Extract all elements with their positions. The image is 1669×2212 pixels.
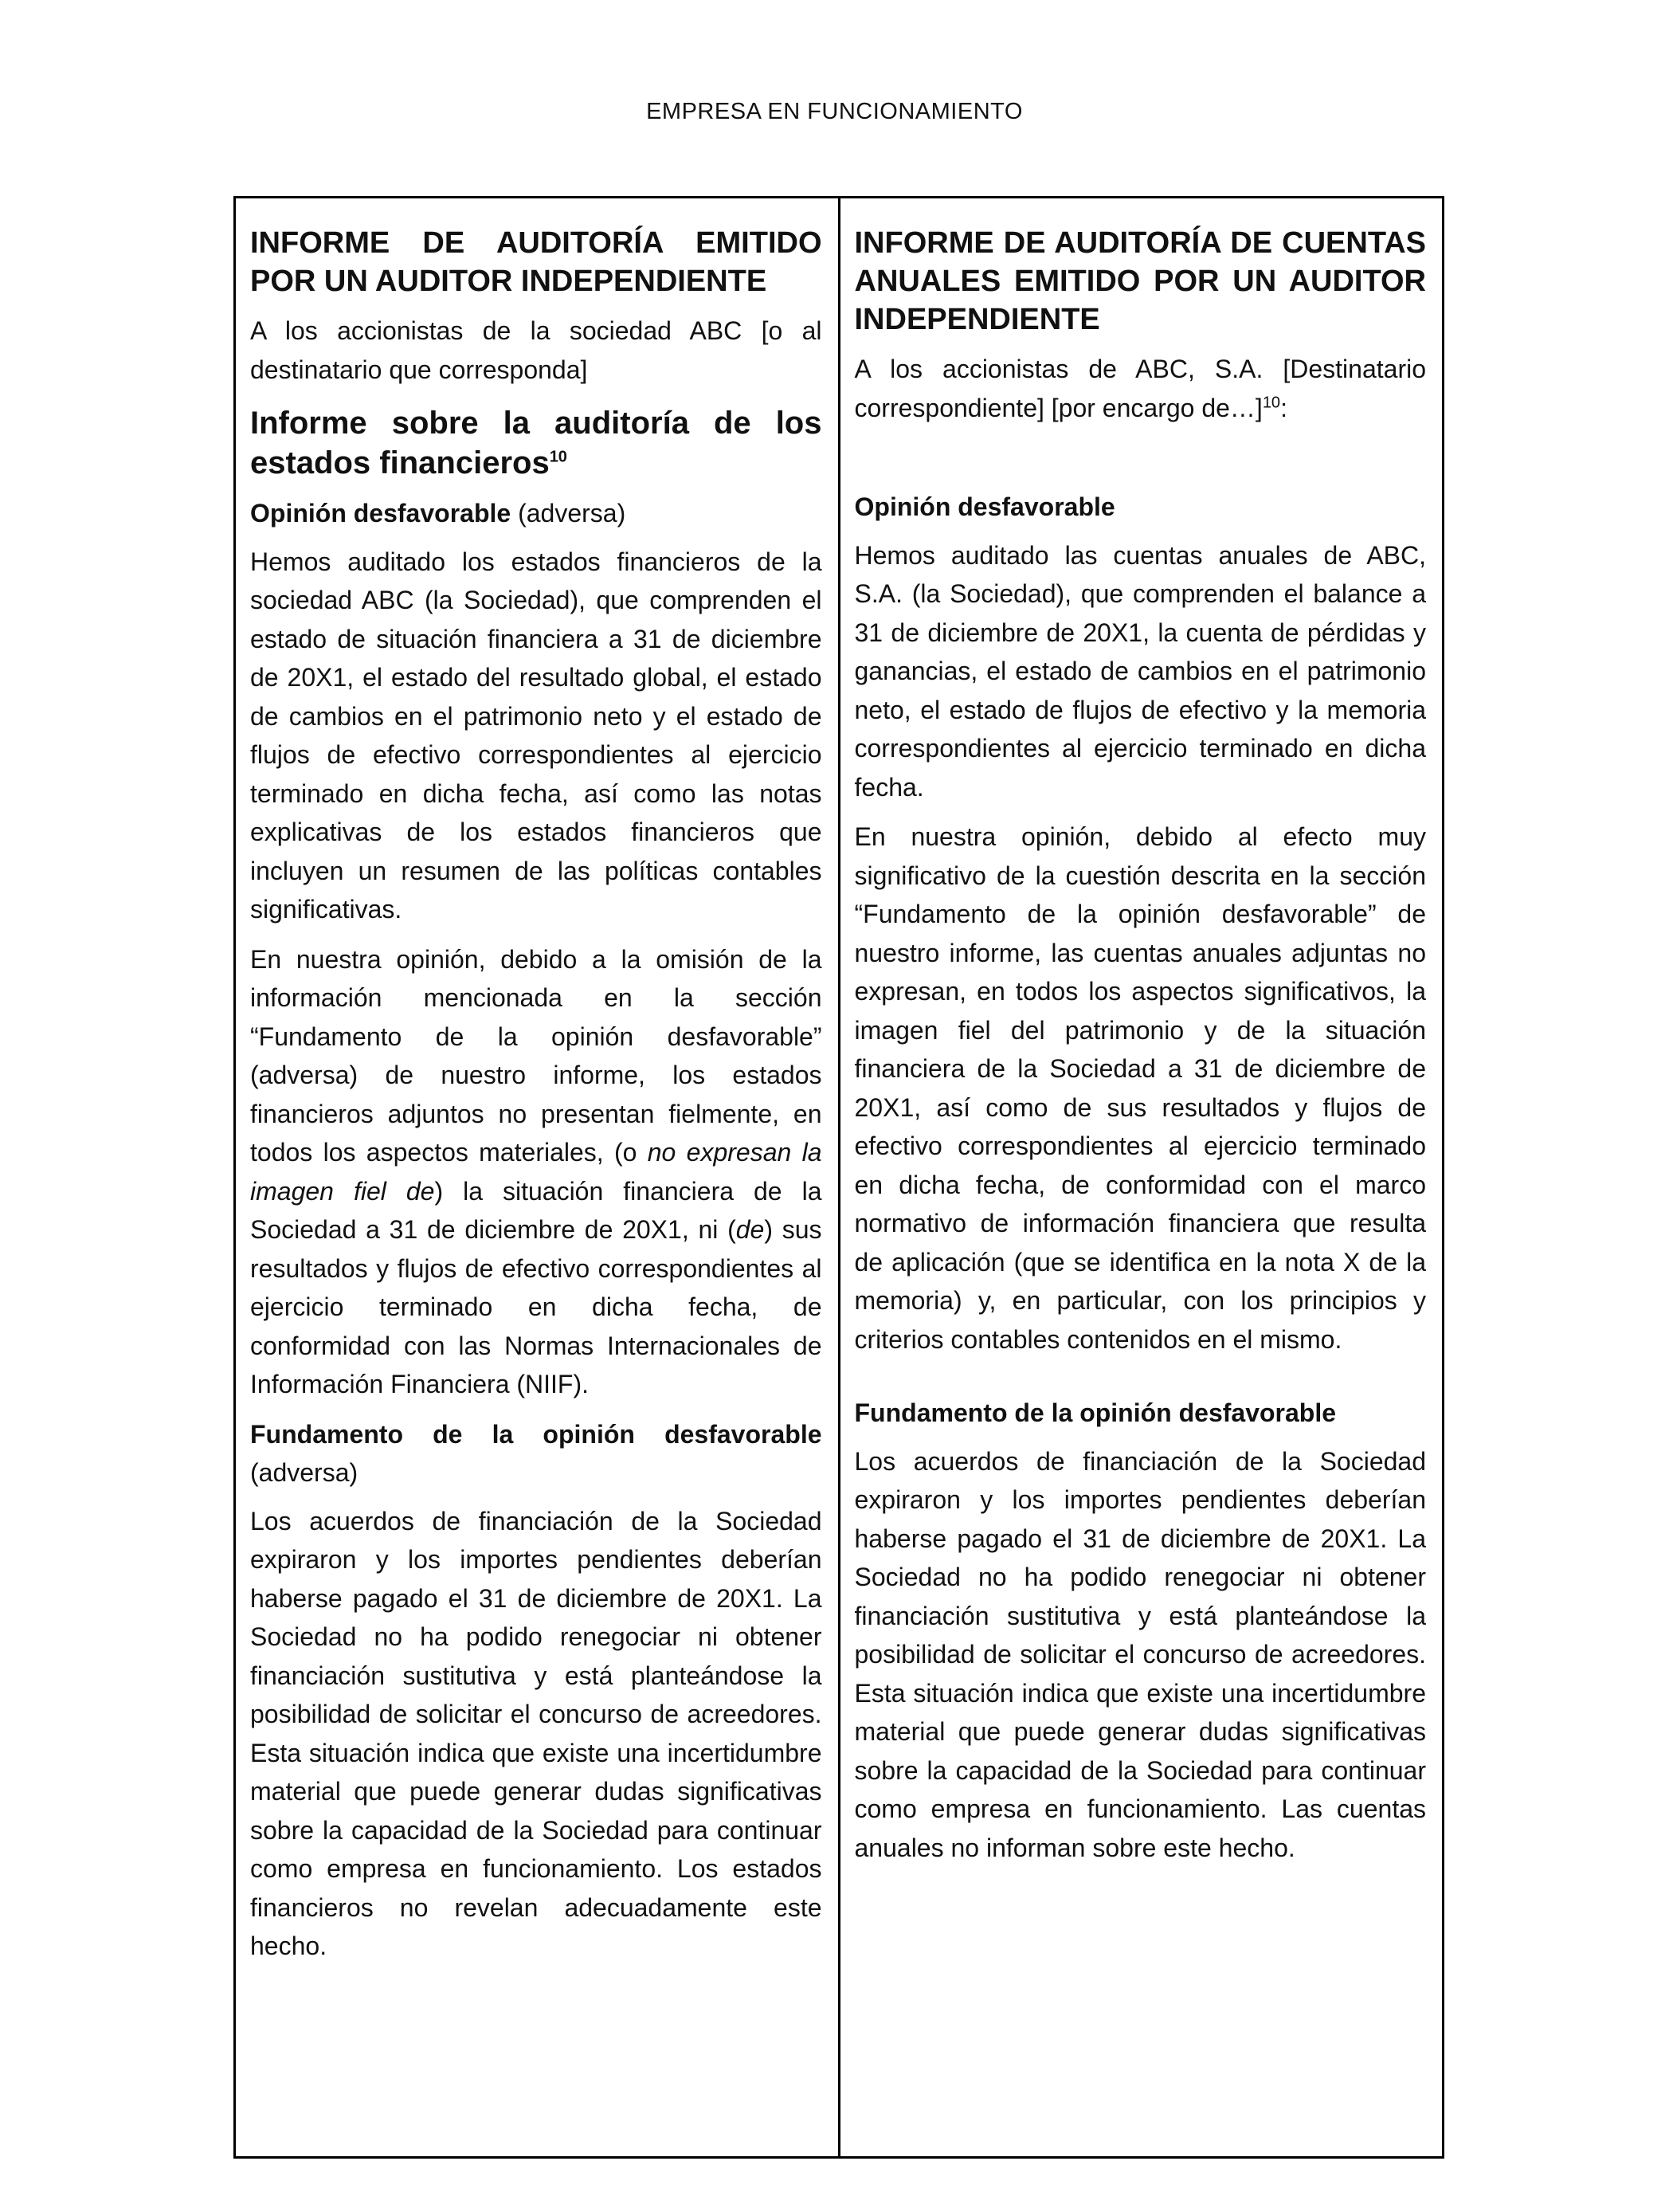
- left-addressee: A los accionistas de la sociedad ABC [o al destinatario que corresponda]: [250, 316, 822, 384]
- right-addressee: [855, 350, 1427, 427]
- right-addressee-text: A los accionistas de ABC, S.A. [Destinatario correspondiente] [por encargo de…]: [854, 355, 1426, 422]
- left-paragraph-1: Hemos auditado los estados financieros de la sociedad ABC (la Sociedad), que comprenden el estado de situación financiera a 31 de diciembre de 20X1, el estado del resultado global, el estado de cambios en el patrimonio neto y el estado de flujos de efectivo correspondientes al ejercicio terminado en dicha fecha, así como las notas explicativas de los estados financieros que incluyen un resumen de las políticas contables significativas.: [250, 547, 822, 924]
- left-column: [236, 198, 840, 2156]
- left-p2-a: En nuestra opinión, debido a la omisión de la información mencionada en la sección “Fundamento de la opinión desfavorable” (adversa) de nuestro informe, los estados financieros adjuntos no presentan fielmente, en todos los aspectos materiales, (o: [250, 944, 822, 1167]
- left-p2-italic-1: no expresan la imagen fiel de: [250, 1138, 822, 1206]
- right-addressee-footnote-ref: 10: [1262, 393, 1281, 411]
- running-header: EMPRESA EN FUNCIONAMIENTO: [646, 99, 1023, 124]
- left-basis-heading-rest: (adversa): [250, 1458, 358, 1487]
- right-basis-heading-bold: Fundamento de la opinión desfavorable: [854, 1398, 1337, 1427]
- right-paragraph-3: Los acuerdos de financiación de la Sociedad expiraron y los importes pendientes deberían haberse pagado el 31 de diciembre de 20X1. La Sociedad no ha podido renegociar ni obtener financiación sustitutiva y está planteándose la posibilidad de solicitar el concurso de acreedores. Esta situación indica que existe una incertidumbre material que puede generar dudas significativas sobre la capacidad de la Sociedad para continuar como empresa en funcionamiento. Las cuentas anuales no informan sobre este hecho.: [854, 1446, 1426, 1862]
- right-report-title: INFORME DE AUDITORÍA DE CUENTAS ANUALES EMITIDO POR UN AUDITOR INDEPENDIENTE: [854, 226, 1426, 336]
- right-opinion-heading: [855, 488, 1427, 527]
- left-basis-heading-bold: Fundamento de la opinión desfavorable: [250, 1419, 822, 1449]
- right-paragraph-1: Hemos auditado las cuentas anuales de ABC, S.A. (la Sociedad), que comprenden el balance a 31 de diciembre de 20X1, la cuenta de pérdidas y ganancias, el estado de cambios en el patrimonio neto, el estado de flujos de efectivo y la memoria correspondientes al ejercicio terminado en dicha fecha.: [854, 540, 1426, 802]
- right-addressee-end: :: [1280, 393, 1287, 422]
- comparison-table: [233, 196, 1444, 2159]
- left-report-title: INFORME DE AUDITORÍA EMITIDO POR UN AUDITOR INDEPENDIENTE: [250, 226, 822, 298]
- left-opinion-heading-bold: Opinión desfavorable: [250, 499, 511, 528]
- left-p2-italic-2: de: [735, 1215, 765, 1244]
- right-column: [840, 198, 1443, 2156]
- left-section-title: [250, 403, 822, 483]
- right-basis-heading: [855, 1394, 1427, 1433]
- left-section-title-text: Informe sobre la auditoría de los estados financieros: [250, 406, 822, 480]
- left-opinion-heading: [250, 494, 822, 533]
- left-opinion-heading-rest: (adversa): [511, 499, 626, 528]
- left-p2-b: ) la situación financiera de la Sociedad a 31 de diciembre de 20X1, ni (: [250, 1176, 822, 1244]
- left-paragraph-3: Los acuerdos de financiación de la Sociedad expiraron y los importes pendientes deberían haberse pagado el 31 de diciembre de 20X1. La Sociedad no ha podido renegociar ni obtener financiación sustitutiva y está planteándose la posibilidad de solicitar el concurso de acreedores. Esta situación indica que existe una incertidumbre material que puede generar dudas significativas sobre la capacidad de la Sociedad para continuar como empresa en funcionamiento. Los estados financieros no revelan adecuadamente este hecho.: [250, 1506, 822, 1960]
- right-opinion-heading-bold: Opinión desfavorable: [854, 492, 1115, 521]
- right-paragraph-2: En nuestra opinión, debido al efecto muy significativo de la cuestión descrita en la sección “Fundamento de la opinión desfavorable” de nuestro informe, las cuentas anuales adjuntas no expresan, en todos los aspectos significativos, la imagen fiel del patrimonio y de la situación financiera de la Sociedad a 31 de diciembre de 20X1, así como de sus resultados y flujos de efectivo correspondientes al ejercicio terminado en dicha fecha, de conformidad con el marco normativo de información financiera que resulta de aplicación (que se identifica en la nota X de la memoria) y, en particular, con los principios y criterios contables contenidos en el mismo.: [854, 822, 1426, 1354]
- left-paragraph-2: [250, 940, 822, 1404]
- left-basis-heading: [250, 1415, 822, 1492]
- left-section-footnote-ref: 10: [549, 448, 567, 466]
- left-p2-c: ) sus resultados y flujos de efectivo correspondientes al ejercicio terminado en dicha fecha, de conformidad con las Normas Internacionales de Información Financiera (NIIF).: [250, 1215, 822, 1398]
